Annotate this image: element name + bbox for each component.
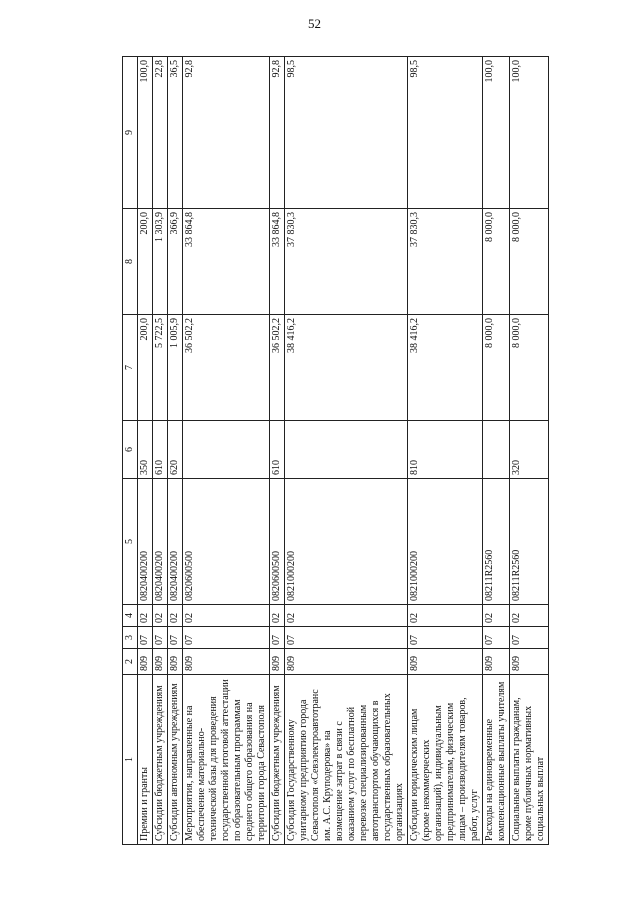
header-cell: 6 bbox=[123, 421, 138, 479]
table-cell: 809 bbox=[168, 649, 183, 675]
table-cell: 0820400200 bbox=[138, 479, 153, 605]
table-row bbox=[153, 57, 168, 845]
table-cell bbox=[483, 421, 510, 479]
table-cell: 07 bbox=[168, 627, 183, 649]
table-cell: 08211R2560 bbox=[510, 479, 549, 605]
budget-table bbox=[122, 56, 549, 845]
row-name-cell: Субсидии юридическим лицам (кроме некоммерческих организаций), индивидуальным предпринимателям, физическим лицам – производителям товаров, работ, услуг bbox=[408, 675, 483, 845]
table-cell: 0821000200 bbox=[408, 479, 483, 605]
table-cell: 8 000,0 bbox=[510, 209, 549, 315]
row-name-cell: Социальные выплаты гражданам, кроме публичных нормативных социальных выплат bbox=[510, 675, 549, 845]
table-cell: 02 bbox=[270, 605, 285, 627]
table-cell bbox=[183, 421, 270, 479]
row-name-cell: Субсидия Государственному унитарному предприятию города Севастополя «Севэлектроавтотранс им. А.С. Круподерова» на возмещение затрат в связи с оказанием услуг по бесплатной перевозке специализированным автотранспортом обучающихся в государственных образовательных организациях bbox=[285, 675, 408, 845]
table-cell: 100,0 bbox=[483, 57, 510, 209]
table-cell: 33 864,8 bbox=[183, 209, 270, 315]
table-cell: 809 bbox=[270, 649, 285, 675]
table-cell bbox=[285, 421, 408, 479]
table-cell: 92,8 bbox=[183, 57, 270, 209]
table-cell: 809 bbox=[510, 649, 549, 675]
table-cell: 02 bbox=[183, 605, 270, 627]
header-cell: 5 bbox=[123, 479, 138, 605]
table-cell: 8 000,0 bbox=[510, 315, 549, 421]
table-cell: 809 bbox=[183, 649, 270, 675]
table-cell: 809 bbox=[285, 649, 408, 675]
row-name-cell: Расходы на единовременные компенсационные выплаты учителям bbox=[483, 675, 510, 845]
row-name-cell: Премии и гранты bbox=[138, 675, 153, 845]
table-cell: 0821000200 bbox=[285, 479, 408, 605]
row-name-cell: Субсидии автономным учреждениям bbox=[168, 675, 183, 845]
table-cell: 02 bbox=[138, 605, 153, 627]
table-cell: 5 722,5 bbox=[153, 315, 168, 421]
table-cell: 809 bbox=[138, 649, 153, 675]
table-cell: 1 303,9 bbox=[153, 209, 168, 315]
table-cell: 350 bbox=[138, 421, 153, 479]
row-name-cell: Субсидии бюджетным учреждениям bbox=[153, 675, 168, 845]
table-row bbox=[270, 57, 285, 845]
table-cell: 37 830,3 bbox=[285, 209, 408, 315]
table-cell: 07 bbox=[408, 627, 483, 649]
table-cell: 36 502,2 bbox=[270, 315, 285, 421]
table-cell: 200,0 bbox=[138, 209, 153, 315]
table-cell: 07 bbox=[183, 627, 270, 649]
table-cell: 07 bbox=[153, 627, 168, 649]
table-row bbox=[510, 57, 549, 845]
header-cell: 2 bbox=[123, 649, 138, 675]
table-row bbox=[483, 57, 510, 845]
table-cell: 0820600500 bbox=[270, 479, 285, 605]
header-cell: 4 bbox=[123, 605, 138, 627]
table-row bbox=[138, 57, 153, 845]
table-cell: 02 bbox=[408, 605, 483, 627]
table-cell: 33 864,8 bbox=[270, 209, 285, 315]
table-cell: 36 502,2 bbox=[183, 315, 270, 421]
table-cell: 0820400200 bbox=[153, 479, 168, 605]
header-row bbox=[123, 57, 138, 845]
table-cell: 98,5 bbox=[285, 57, 408, 209]
table-row bbox=[285, 57, 408, 845]
page-number: 52 bbox=[308, 16, 321, 31]
table-cell: 366,9 bbox=[168, 209, 183, 315]
table-cell: 36,5 bbox=[168, 57, 183, 209]
table-cell: 809 bbox=[408, 649, 483, 675]
table-cell: 22,8 bbox=[153, 57, 168, 209]
table-cell: 02 bbox=[510, 605, 549, 627]
table-cell: 200,0 bbox=[138, 315, 153, 421]
table-cell: 02 bbox=[285, 605, 408, 627]
table-cell: 0820400200 bbox=[168, 479, 183, 605]
row-name-cell: Субсидии бюджетным учреждениям bbox=[270, 675, 285, 845]
table-cell: 02 bbox=[483, 605, 510, 627]
table-cell: 1 005,9 bbox=[168, 315, 183, 421]
table-cell: 620 bbox=[168, 421, 183, 479]
table-cell: 07 bbox=[483, 627, 510, 649]
table-cell: 37 830,3 bbox=[408, 209, 483, 315]
table-cell: 02 bbox=[168, 605, 183, 627]
table-cell: 100,0 bbox=[138, 57, 153, 209]
table-cell: 02 bbox=[153, 605, 168, 627]
table-row bbox=[183, 57, 270, 845]
header-cell: 3 bbox=[123, 627, 138, 649]
table-cell: 809 bbox=[483, 649, 510, 675]
header-cell: 1 bbox=[123, 675, 138, 845]
header-cell: 8 bbox=[123, 209, 138, 315]
table-cell: 810 bbox=[408, 421, 483, 479]
table-cell: 92,8 bbox=[270, 57, 285, 209]
table-cell: 07 bbox=[270, 627, 285, 649]
table-row bbox=[408, 57, 483, 845]
row-name-cell: Мероприятия, направленные на обеспечение материально-технической базы для проведения государственной итоговой аттестации по образовательным программам среднего общего образования на территории города Севастополя bbox=[183, 675, 270, 845]
table-cell: 38 416,2 bbox=[285, 315, 408, 421]
table-cell: 610 bbox=[270, 421, 285, 479]
table-cell: 8 000,0 bbox=[483, 209, 510, 315]
table-cell: 07 bbox=[138, 627, 153, 649]
table-cell: 100,0 bbox=[510, 57, 549, 209]
header-cell: 7 bbox=[123, 315, 138, 421]
rotated-table-wrapper bbox=[122, 57, 544, 845]
table-cell: 38 416,2 bbox=[408, 315, 483, 421]
table-cell: 320 bbox=[510, 421, 549, 479]
table-row bbox=[168, 57, 183, 845]
table-cell: 07 bbox=[285, 627, 408, 649]
header-cell: 9 bbox=[123, 57, 138, 209]
table-cell: 08211R2560 bbox=[483, 479, 510, 605]
table-cell: 0820600500 bbox=[183, 479, 270, 605]
table-cell: 8 000,0 bbox=[483, 315, 510, 421]
table-cell: 98,5 bbox=[408, 57, 483, 209]
table-cell: 610 bbox=[153, 421, 168, 479]
table-cell: 07 bbox=[510, 627, 549, 649]
table-cell: 809 bbox=[153, 649, 168, 675]
